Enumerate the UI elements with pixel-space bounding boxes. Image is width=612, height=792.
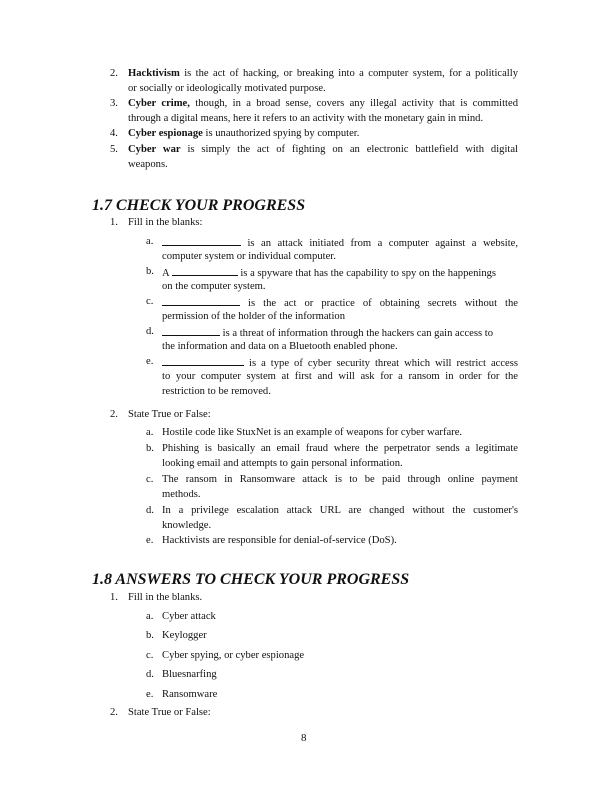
answers-fill-blanks-label: Fill in the blanks. (128, 592, 203, 603)
item-continuation: permission of the holder of the information (162, 311, 345, 322)
true-false-item: Hostile code like StuxNet is an example of weapons for cyber warfare. (162, 427, 463, 438)
item-continuation: computer system or individual computer. (162, 251, 336, 262)
item-letter: b. (146, 443, 154, 454)
list-item-continuation: through a digital means, here it refers to an activity with the monetary gain in mind. (128, 113, 484, 124)
list-number: 5. (110, 144, 118, 155)
item-letter: a. (146, 236, 154, 247)
item-continuation: to your computer system at first and will ask for a ransom in order for the (162, 371, 518, 382)
fill-blank-item: A is a spyware that has the capability to spy on the happenings (162, 268, 497, 279)
section-heading-answers: 1.8 ANSWERS TO CHECK YOUR PROGRESS (92, 571, 410, 588)
term: Cyber war (128, 144, 181, 155)
list-item-cyber-espionage: Cyber espionage is unauthorized spying by computer. (128, 128, 360, 139)
fill-blank-item: is an attack initiated from a computer against a website, (162, 236, 518, 250)
list-item-cyber-crime: Cyber crime, though, in a broad sense, covers any illegal activity that is committed (128, 98, 518, 109)
answer-item: Keylogger (162, 630, 207, 641)
item-continuation: looking email and attempts to gain personal information. (162, 458, 403, 469)
question-fill-blanks: Fill in the blanks: (128, 217, 203, 228)
item-letter: a. (146, 427, 154, 438)
answer-letter: c. (146, 650, 154, 661)
answer-letter: b. (146, 630, 154, 641)
answer-letter: e. (146, 689, 154, 700)
blank-line (172, 266, 238, 276)
item-letter: b. (146, 266, 154, 277)
item-continuation: on the computer system. (162, 281, 266, 292)
list-number: 2. (110, 68, 118, 79)
fill-blank-item: is a type of cyber security threat which will restrict access (162, 356, 518, 370)
answers-true-false-label: State True or False: (128, 707, 211, 718)
answer-letter: d. (146, 669, 154, 680)
blank-line (162, 326, 220, 336)
item-letter: d. (146, 326, 154, 337)
blank-line (162, 296, 240, 306)
true-false-item: Phishing is basically an email fraud where the perpetrator sends a legitimate (162, 443, 518, 454)
item-letter: e. (146, 356, 154, 367)
term: Cyber espionage (128, 128, 203, 139)
true-false-item: In a privilege escalation attack URL are changed without the customer's (162, 505, 518, 516)
term: Hacktivism (128, 68, 180, 79)
question-number: 1. (110, 592, 118, 603)
blank-line (162, 236, 241, 246)
item-continuation: the information and data on a Bluetooth enabled phone. (162, 341, 398, 352)
list-item-cyber-war: Cyber war is simply the act of fighting on an electronic battlefield with digital (128, 144, 518, 155)
item-letter: d. (146, 505, 154, 516)
item-continuation: restriction to be removed. (162, 386, 271, 397)
item-letter: c. (146, 296, 154, 307)
list-item-continuation: or socially or ideologically motivated purpose. (128, 83, 326, 94)
question-true-false: State True or False: (128, 409, 211, 420)
section-heading-check-progress: 1.7 CHECK YOUR PROGRESS (92, 197, 306, 214)
item-letter: c. (146, 474, 154, 485)
answer-letter: a. (146, 611, 154, 622)
fill-blank-item: is the act or practice of obtaining secrets without the (162, 296, 518, 310)
answer-item: Ransomware (162, 689, 218, 700)
term: Cyber crime, (128, 98, 190, 109)
true-false-item: Hacktivists are responsible for denial-of-service (DoS). (162, 535, 397, 546)
item-letter: e. (146, 535, 154, 546)
item-continuation: knowledge. (162, 520, 212, 531)
fill-blank-item: is a threat of information through the hackers can gain access to (162, 326, 518, 340)
question-number: 2. (110, 409, 118, 420)
list-number: 4. (110, 128, 118, 139)
question-number: 1. (110, 217, 118, 228)
list-item-continuation: weapons. (128, 159, 168, 170)
blank-line (162, 356, 244, 366)
answer-item: Cyber attack (162, 611, 216, 622)
list-item-hacktivism: Hacktivism is the act of hacking, or breaking into a computer system, for a politically (128, 68, 518, 79)
list-number: 3. (110, 98, 118, 109)
answer-item: Bluesnarfing (162, 669, 217, 680)
question-number: 2. (110, 707, 118, 718)
item-continuation: methods. (162, 489, 201, 500)
true-false-item: The ransom in Ransomware attack is to be paid through online payment (162, 474, 518, 485)
page-number: 8 (301, 732, 307, 744)
answer-item: Cyber spying, or cyber espionage (162, 650, 305, 661)
